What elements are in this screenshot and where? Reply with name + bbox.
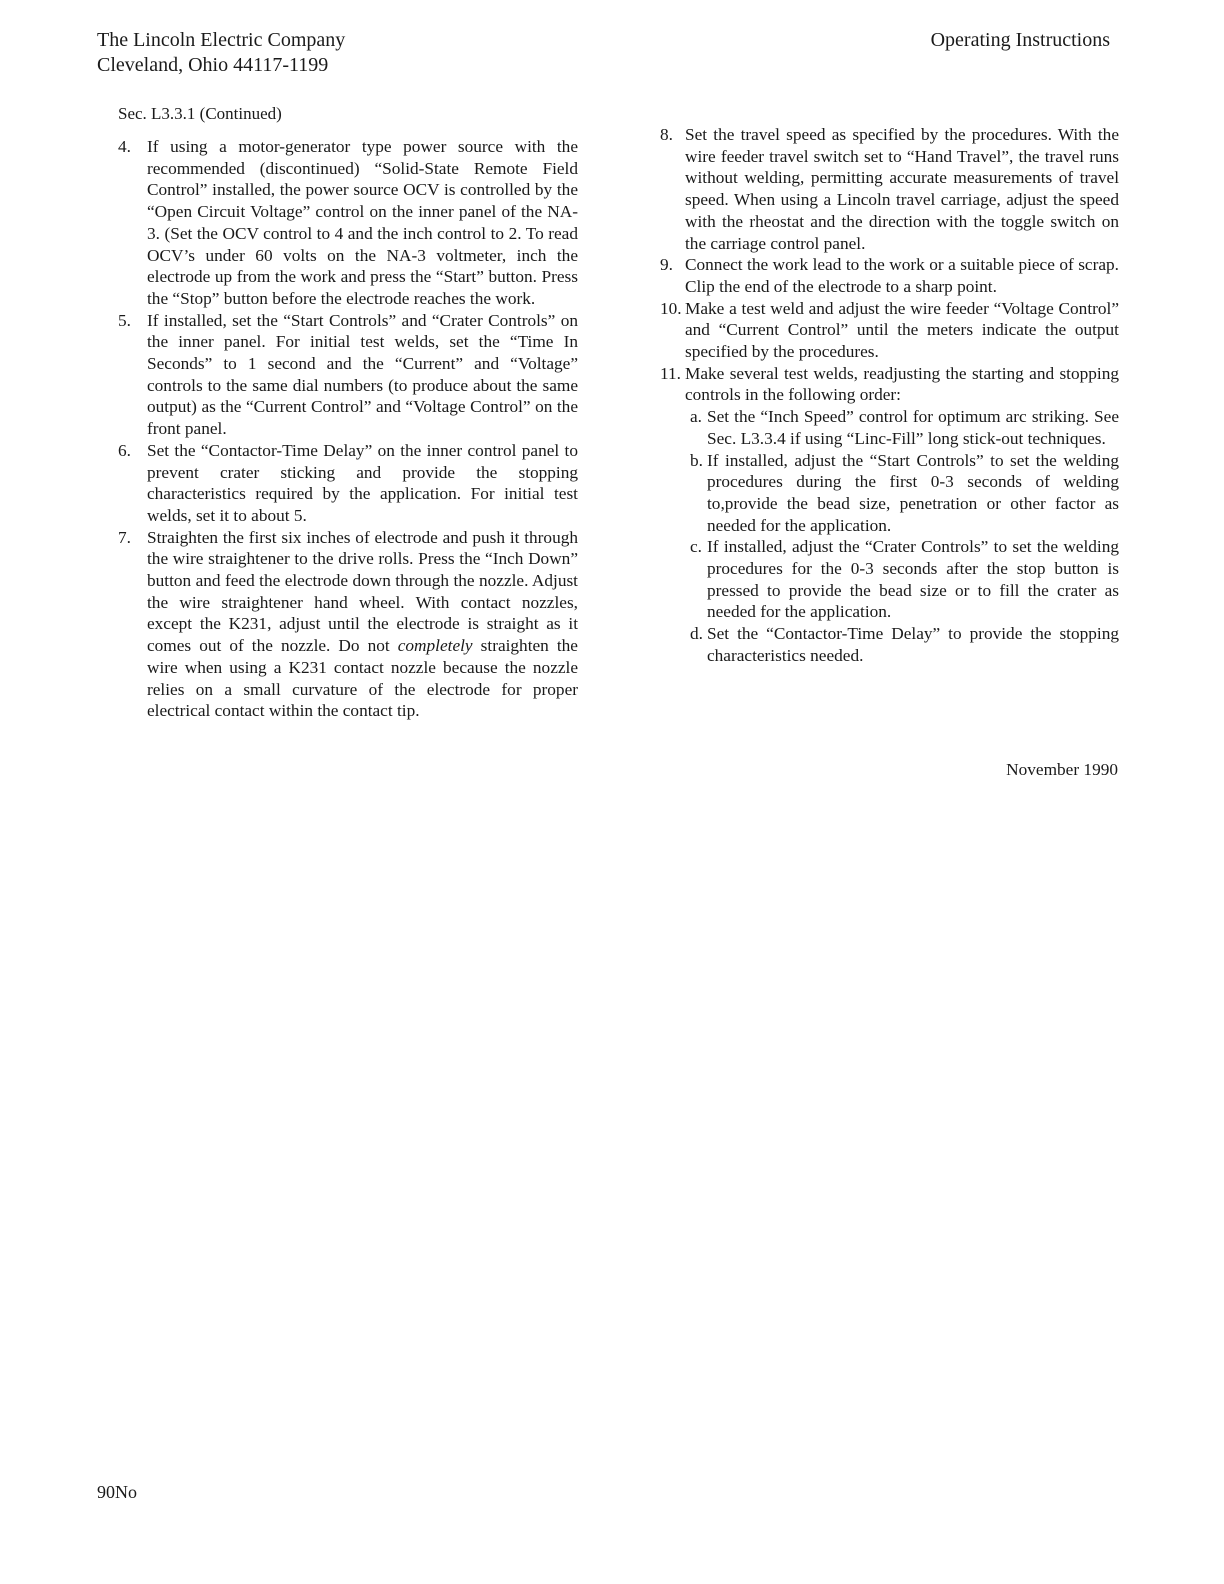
item-number: 10.	[660, 298, 682, 318]
sub-label: a.	[690, 407, 702, 427]
item-text: Connect the work lead to the work or a suitable piece of scrap. Clip the end of the electrode to a sharp point.	[685, 255, 1119, 296]
header-left	[97, 28, 345, 78]
sub-label: c.	[690, 537, 702, 557]
text-part: Straighten the first six inches of electrode and push it through the wire straightener to the drive rolls. Press the “Inch Down” button and feed the electrode down through the nozzle. Adjust the wire straightener hand wheel. With contact nozzles, except the K231, adjust until the electrode is straight as it comes out of the nozzle. Do not	[147, 527, 578, 656]
sub-item	[690, 623, 1119, 666]
list-item	[660, 254, 1119, 297]
sub-text: Set the “Inch Speed” control for optimum arc striking. See Sec. L3.3.4 if using “Linc-Fill” long stick-out techniques.	[707, 407, 1119, 448]
company-address: Cleveland, Ohio 44117-1199	[97, 54, 329, 76]
item-number: 6.	[118, 440, 131, 460]
item-number: 9.	[660, 255, 673, 275]
section-title: Operating Instructions	[930, 29, 1110, 51]
item-number: 8.	[660, 125, 673, 144]
item-text: Set the “Contactor-Time Delay” on the inner control panel to prevent crater sticking and provide the stopping characteristics required by the application. For initial test welds, set it to about 5.	[147, 440, 578, 525]
sub-text: If installed, adjust the “Start Controls” to set the welding procedures during the first 0-3 seconds of welding to,provide the bead size, penetration or other factor as needed for the application.	[707, 450, 1119, 535]
left-column	[118, 136, 578, 722]
text-part: Make several test welds, readjusting the starting and stopping controls in the following order:	[685, 363, 1119, 405]
list-item	[118, 310, 578, 440]
emphasis-text: completely	[397, 636, 473, 656]
sub-item	[690, 406, 1119, 449]
page-footer: 90No	[97, 1482, 137, 1502]
document-date: November 1990	[1006, 760, 1118, 779]
item-text: If using a motor-generator type power source with the recommended (discontinued) “Solid-State Remote Field Control” installed, the power source OCV is controlled by the “Open Circuit Voltage” control on the inner panel of the NA-3. (Set the OCV control to 4 and the inch control to 2. To read OCV’s under 60 volts on the NA-3 voltmeter, inch the electrode up from the work and press the “Start” button. Press the “Stop” button before the electrode reaches the work.	[147, 137, 578, 308]
item-text: Set the travel speed as specified by the procedures. With the wire feeder travel switch set to “Hand Travel”, the travel runs without welding, permitting accurate measurements of travel speed. When using a Lincoln travel carriage, adjust the speed with the rheostat and the direction with the toggle switch on the carriage control panel.	[685, 125, 1119, 253]
item-text: Make a test weld and adjust the wire feeder “Voltage Control” and “Current Control” until the meters indicate the output specified by the procedures.	[685, 298, 1119, 362]
item-number: 4.	[118, 137, 131, 156]
item-text	[147, 527, 578, 722]
item-text	[685, 363, 1119, 667]
section-heading: Sec. L3.3.1 (Continued)	[118, 104, 282, 123]
text-part: straighten the wire when using a K231 contact nozzle because the nozzle relies on a small curvature of the electrode for proper electrical contact within the contact tip.	[147, 636, 578, 721]
list-item	[660, 298, 1119, 363]
item-number: 11.	[660, 363, 681, 383]
list-item	[660, 124, 1119, 254]
sub-item	[690, 450, 1119, 537]
list-item	[118, 527, 578, 722]
right-column	[660, 124, 1119, 667]
sub-label: d.	[690, 624, 703, 644]
list-item	[660, 363, 1119, 667]
item-number: 7.	[118, 527, 131, 547]
sub-text: Set the “Contactor-Time Delay” to provide the stopping characteristics needed.	[707, 624, 1119, 665]
list-item	[118, 136, 578, 310]
item-text: If installed, set the “Start Controls” and “Crater Controls” on the inner panel. For initial test welds, set the “Time In Seconds” to 1 second and the “Current” and “Voltage” controls to the same dial numbers (to produce about the same output) as the “Current Control” and “Voltage Control” on the front panel.	[147, 310, 578, 439]
sub-text: If installed, adjust the “Crater Controls” to set the welding procedures for the 0-3 seconds after the stop button is pressed to provide the bead size or to fill the crater as needed for the application.	[707, 537, 1119, 622]
sub-item	[690, 536, 1119, 623]
sub-label: b.	[690, 450, 703, 470]
list-item	[118, 440, 578, 527]
item-number: 5.	[118, 310, 131, 330]
company-name: The Lincoln Electric Company	[97, 29, 346, 51]
